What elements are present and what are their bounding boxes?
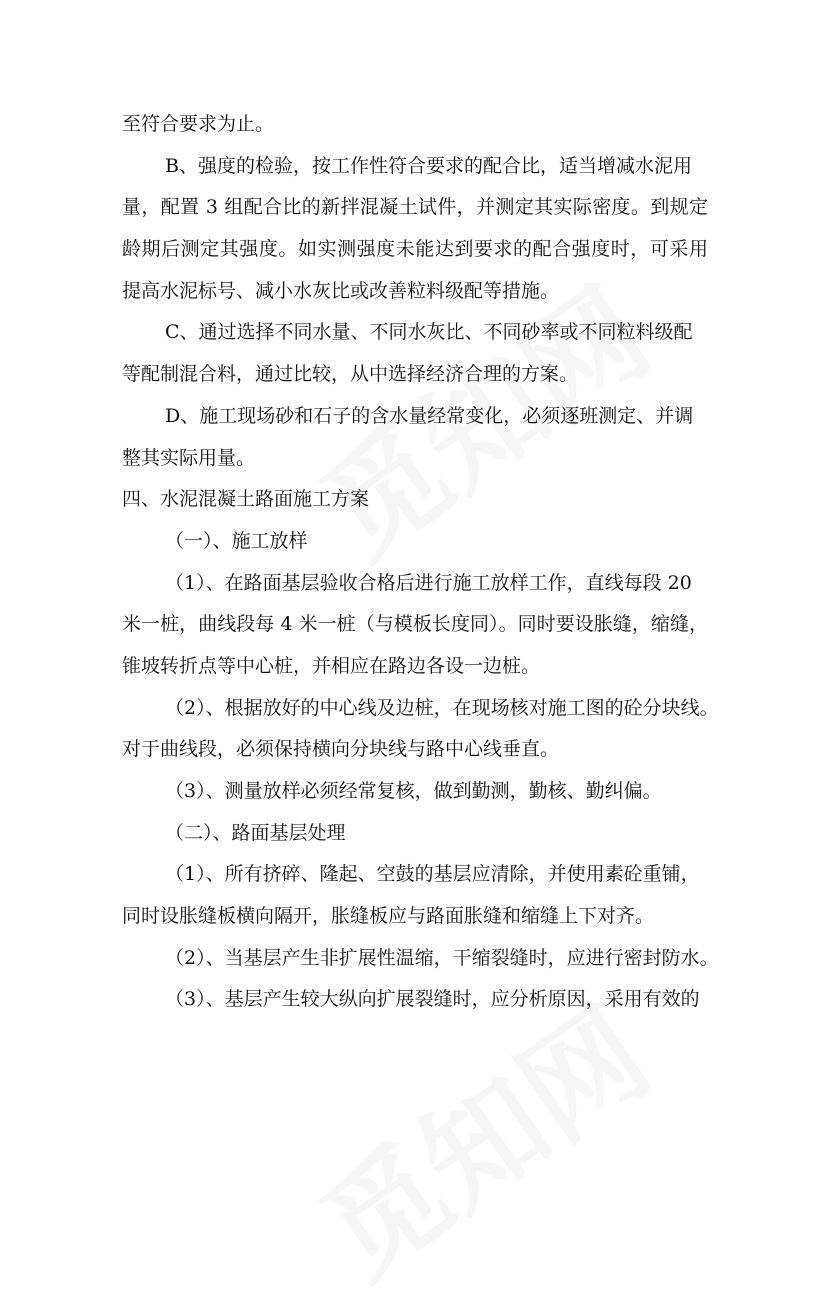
text-line: 龄期后测定其强度。如实测强度未能达到要求的配合强度时，可采用: [122, 238, 708, 261]
subsection-heading: （二）、路面基层处理: [165, 821, 346, 844]
text-line: B、强度的检验，按工作性符合要求的配合比，适当增减水泥用: [165, 154, 692, 177]
text-line: （2）、当基层产生非扩展性温缩，干缩裂缝时，应进行密封防水。: [165, 946, 719, 969]
text-line: 锥坡转折点等中心桩，并相应在路边各设一边桩。: [122, 654, 541, 677]
text-line: 对于曲线段，必须保持横向分块线与路中心线垂直。: [122, 738, 560, 761]
text-line: （3）、测量放样必须经常复核，做到勤测，勤核、勤纠偏。: [165, 780, 662, 802]
subsection-heading: （一）、施工放样: [165, 529, 308, 552]
text-line: （3）、基层产生较大纵向扩展裂缝时，应分析原因，采用有效的: [165, 988, 700, 1011]
section-heading: 四、水泥混凝土路面施工方案: [122, 488, 370, 511]
text-line: 量，配置 3 组配合比的新拌混凝土试件，并测定其实际密度。到规定: [122, 196, 708, 219]
text-line: 整其实际用量。: [122, 446, 256, 469]
text-line: 至符合要求为止。: [122, 113, 275, 135]
text-line: 等配制混合料，通过比较，从中选择经济合理的方案。: [122, 363, 579, 386]
text-line: 同时设胀缝板横向隔开，胀缝板应与路面胀缝和缩缝上下对齐。: [122, 905, 655, 928]
text-line: D、施工现场砂和石子的含水量经常变化，必须逐班测定、并调: [165, 404, 694, 427]
text-line: 提高水泥标号、减小水灰比或改善粒料级配等措施。: [122, 279, 560, 302]
text-line: （1）、所有挤碎、隆起、空鼓的基层应清除，并使用素砼重铺，: [165, 863, 700, 886]
text-line: （2）、根据放好的中心线及边桩，在现场核对施工图的砼分块线。: [165, 696, 719, 719]
text-line: C、通过选择不同水量、不同水灰比、不同砂率或不同粒料级配: [165, 321, 693, 344]
text-line: （1）、在路面基层验收合格后进行施工放样工作，直线每段 20: [165, 571, 692, 594]
text-line: 米一桩，曲线段每 4 米一桩（与模板长度同）。同时要设胀缝，缩缝，: [122, 613, 708, 636]
document-body: [122, 104, 719, 1021]
